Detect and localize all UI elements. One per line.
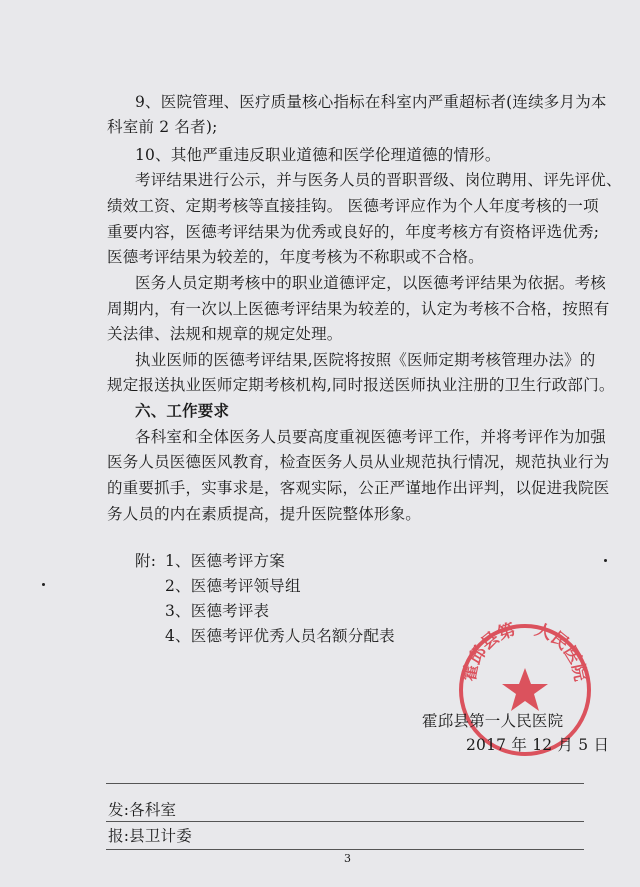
distribution-report: 报:县卫计委 xyxy=(108,827,192,845)
section-6-line-4: 务人员的内在素质提高，提升医院整体形象。 xyxy=(107,505,422,523)
item-10: 10、其他严重违反职业道德和医学伦理道德的情形。 xyxy=(135,146,501,164)
divider-top xyxy=(106,783,584,784)
assessment-paragraph-line-1: 医务人员定期考核中的职业道德评定，以医德考评结果为依据。考核 xyxy=(135,274,607,292)
section-6-line-2: 医务人员医德医风教育，检查医务人员从业规范执行情况，规范执业行为 xyxy=(107,453,610,471)
results-paragraph-line-2: 绩效工资、定期考核等直接挂钩。 医德考评应作为个人年度考核的一项 xyxy=(107,197,599,215)
attachments-label: 附: xyxy=(135,552,157,570)
section-6-line-3: 的重要抓手，实事求是，客观实际，公正严谨地作出评判，以促进我院医 xyxy=(107,479,610,497)
divider-middle xyxy=(106,821,584,822)
divider-bottom xyxy=(106,849,584,850)
attachment-item: 1、医德考评方案 xyxy=(165,552,285,570)
physician-paragraph-line-2: 规定报送执业医师定期考核机构,同时报送医师执业注册的卫生行政部门。 xyxy=(107,376,615,394)
attachment-item: 3、医德考评表 xyxy=(165,602,270,620)
assessment-paragraph-line-2: 周期内，有一次以上医德考评结果为较差的，认定为考核不合格，按照有 xyxy=(107,300,610,318)
section-6-heading: 六、工作要求 xyxy=(135,402,230,420)
punch-hole-mark xyxy=(604,559,607,562)
attachment-item: 4、医德考评优秀人员名额分配表 xyxy=(165,627,395,645)
punch-hole-mark xyxy=(42,583,45,586)
signing-organization: 霍邱县第一人民医院 xyxy=(422,712,564,730)
signing-date: 2017 年 12 月 5 日 xyxy=(466,736,610,754)
assessment-paragraph-line-3: 关法律、法规和规章的规定处理。 xyxy=(107,325,343,343)
section-6-line-1: 各科室和全体医务人员要高度重视医德考评工作，并将考评作为加强 xyxy=(135,428,607,446)
distribution-send: 发:各科室 xyxy=(108,801,177,819)
svg-text:霍邱县第一人民医院: 霍邱县第一人民医院 xyxy=(459,620,591,684)
physician-paragraph-line-1: 执业医师的医德考评结果,医院将按照《医师定期考核管理办法》的 xyxy=(135,351,596,369)
results-paragraph-line-3: 重要内容，医德考评结果为优秀或良好的，年度考核方有资格评选优秀; xyxy=(107,223,600,241)
results-paragraph-line-4: 医德考评结果为较差的，年度考核为不称职或不合格。 xyxy=(107,248,484,266)
page-number: 3 xyxy=(344,852,351,865)
item-9-line-2: 科室前 2 名者); xyxy=(107,118,218,136)
results-paragraph-line-1: 考评结果进行公示，并与医务人员的晋职晋级、岗位聘用、评先评优、 xyxy=(135,171,622,189)
attachment-item: 2、医德考评领导组 xyxy=(165,577,301,595)
item-9-line-1: 9、医院管理、医疗质量核心指标在科室内严重超标者(连续多月为本 xyxy=(135,93,607,111)
